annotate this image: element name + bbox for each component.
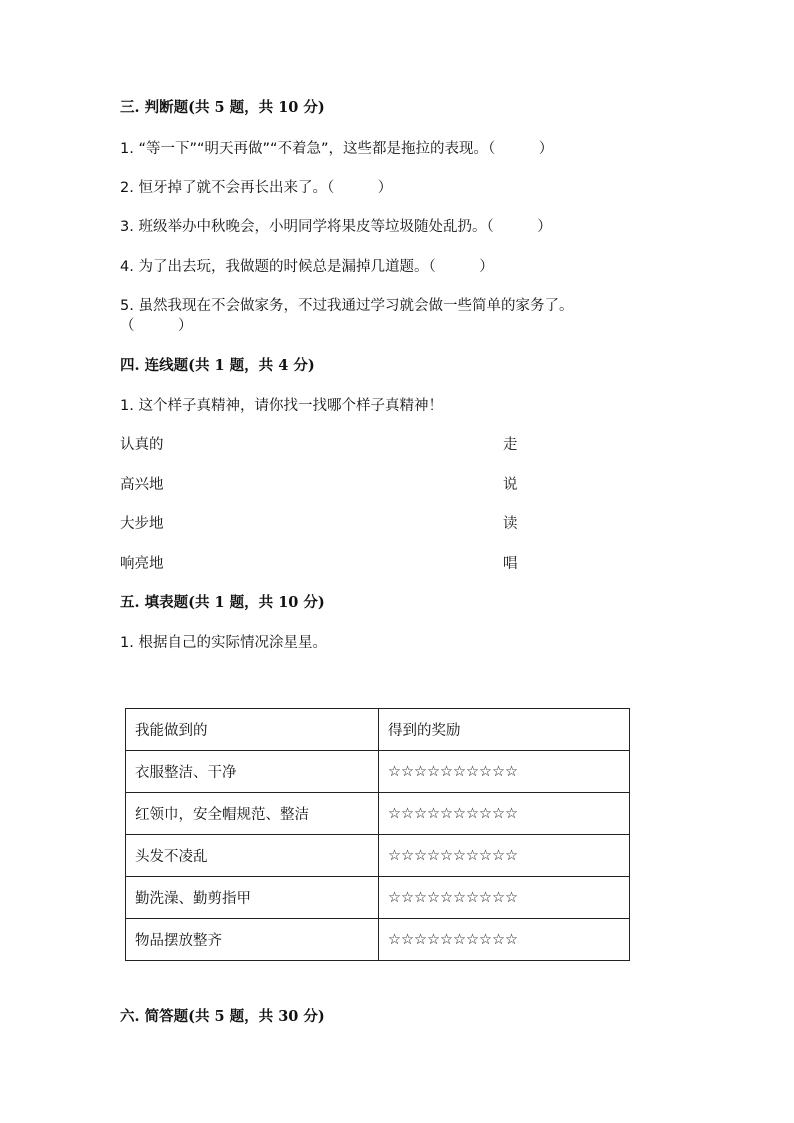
star-table	[125, 708, 630, 961]
judge-question-1: 1. “等一下”“明天再做”“不着急”，这些都是拖拉的表现。（ ）	[120, 141, 554, 157]
table-header-cell: 我能做到的	[126, 709, 379, 751]
table-header-row	[126, 709, 630, 751]
section-3-heading: 三. 判断题(共 5 题，共 10 分)	[120, 99, 325, 116]
match-right-item: 唱	[503, 556, 518, 572]
table-header-cell: 得到的奖励	[379, 709, 630, 751]
table-question: 1. 根据自己的实际情况涂星星。	[120, 635, 327, 651]
table-row	[126, 793, 630, 835]
match-left-item: 响亮地	[120, 556, 164, 572]
star-rating[interactable]: ☆☆☆☆☆☆☆☆☆☆	[379, 793, 630, 835]
table-row	[126, 919, 630, 961]
section-6-heading: 六. 简答题(共 5 题，共 30 分)	[120, 1008, 325, 1025]
match-right-item: 说	[503, 477, 518, 493]
table-cell: 红领巾，安全帽规范、整洁	[126, 793, 379, 835]
match-left-item: 认真的	[120, 437, 164, 453]
match-right-item: 读	[503, 516, 518, 532]
judge-question-5-blank: （ ）	[120, 318, 193, 334]
judge-question-2: 2. 恒牙掉了就不会再长出来了。（ ）	[120, 180, 393, 196]
star-rating[interactable]: ☆☆☆☆☆☆☆☆☆☆	[379, 751, 630, 793]
table-cell: 物品摆放整齐	[126, 919, 379, 961]
judge-question-5: 5. 虽然我现在不会做家务，不过我通过学习就会做一些简单的家务了。	[120, 298, 574, 314]
star-rating[interactable]: ☆☆☆☆☆☆☆☆☆☆	[379, 835, 630, 877]
table-cell: 勤洗澡、勤剪指甲	[126, 877, 379, 919]
star-rating[interactable]: ☆☆☆☆☆☆☆☆☆☆	[379, 919, 630, 961]
match-left-item: 大步地	[120, 516, 164, 532]
match-right-item: 走	[503, 437, 518, 453]
match-question: 1. 这个样子真精神，请你找一找哪个样子真精神！	[120, 398, 443, 414]
section-5-heading: 五. 填表题(共 1 题，共 10 分)	[120, 594, 325, 611]
judge-question-4: 4. 为了出去玩，我做题的时候总是漏掉几道题。（ ）	[120, 259, 494, 275]
table-row	[126, 835, 630, 877]
match-left-item: 高兴地	[120, 477, 164, 493]
table-cell: 头发不凌乱	[126, 835, 379, 877]
judge-question-3: 3. 班级举办中秋晚会，小明同学将果皮等垃圾随处乱扔。（ ）	[120, 219, 552, 235]
table-cell: 衣服整洁、干净	[126, 751, 379, 793]
star-rating[interactable]: ☆☆☆☆☆☆☆☆☆☆	[379, 877, 630, 919]
table-row	[126, 877, 630, 919]
section-4-heading: 四. 连线题(共 1 题，共 4 分)	[120, 357, 315, 374]
table-row	[126, 751, 630, 793]
